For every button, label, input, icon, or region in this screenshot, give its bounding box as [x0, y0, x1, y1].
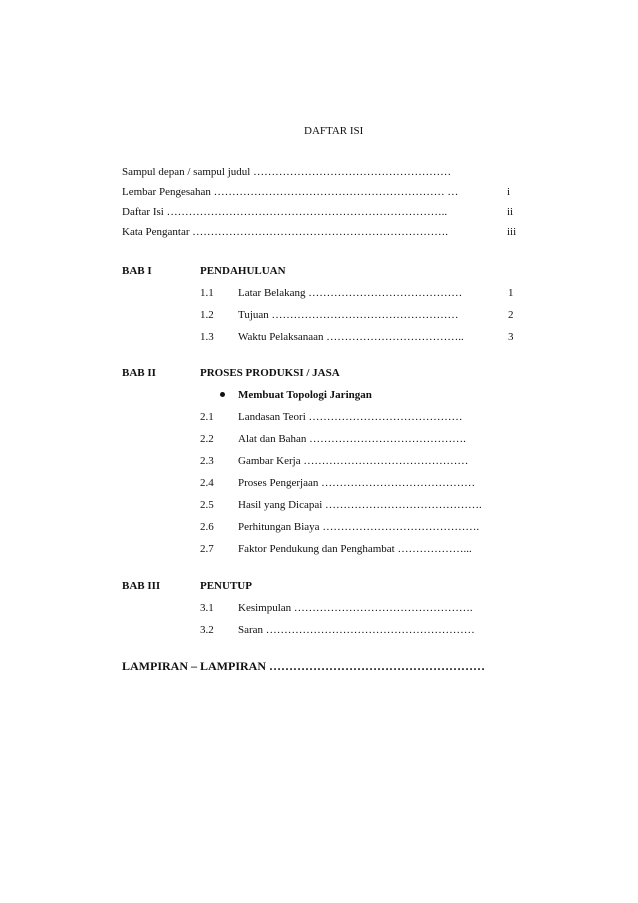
- toc-page-number: ii: [507, 206, 514, 218]
- section-number: 3.1: [200, 602, 214, 614]
- chapter-label: BAB III: [122, 580, 161, 592]
- toc-entry-daftar-isi: Daftar Isi …………………………………………………………………..: [122, 206, 448, 218]
- section-label: Hasil yang Dicapai …………………………………….: [238, 499, 482, 511]
- section-number: 2.3: [200, 455, 214, 467]
- section-label: Saran …………………………………………………: [238, 624, 475, 636]
- section-label: Alat dan Bahan …………………………………….: [238, 433, 466, 445]
- section-number: 2.2: [200, 433, 214, 445]
- section-label: Tujuan ……………………………………………: [238, 309, 459, 321]
- section-number: 2.1: [200, 411, 214, 423]
- section-number: 2.4: [200, 477, 214, 489]
- section-label: Faktor Pendukung dan Penghambat ………………...: [238, 543, 472, 555]
- toc-page-number: i: [507, 186, 511, 198]
- section-number: 2.5: [200, 499, 214, 511]
- page-title: DAFTAR ISI: [304, 125, 364, 137]
- toc-entry-kata-pengantar: Kata Pengantar …………………………………………………………….: [122, 226, 448, 238]
- section-label: Waktu Pelaksanaan ………………………………..: [238, 331, 464, 343]
- chapter-title: PROSES PRODUKSI / JASA: [200, 367, 340, 379]
- toc-page-number: iii: [507, 226, 517, 238]
- section-number: 1.3: [200, 331, 214, 343]
- toc-page-number: 1: [508, 287, 514, 299]
- toc-entry-lembar-pengesahan: Lembar Pengesahan ……………………………………………………… …: [122, 186, 459, 198]
- section-number: 1.2: [200, 309, 214, 321]
- sub-heading: Membuat Topologi Jaringan: [238, 389, 372, 401]
- section-number: 2.6: [200, 521, 214, 533]
- bullet-icon: [220, 392, 225, 397]
- toc-page-number: 3: [508, 331, 514, 343]
- appendix-entry: LAMPIRAN – LAMPIRAN ………………………………………………: [122, 659, 485, 673]
- section-label: Perhitungan Biaya …………………………………….: [238, 521, 480, 533]
- toc-page-number: 2: [508, 309, 514, 321]
- chapter-label: BAB II: [122, 367, 156, 379]
- toc-entry-sampul: Sampul depan / sampul judul ………………………………………………: [122, 166, 452, 178]
- section-label: Gambar Kerja ………………………………………: [238, 455, 469, 467]
- section-label: Landasan Teori ……………………………………: [238, 411, 463, 423]
- chapter-title: PENUTUP: [200, 580, 252, 592]
- section-number: 1.1: [200, 287, 214, 299]
- section-label: Kesimpulan ………………………………………….: [238, 602, 473, 614]
- section-number: 3.2: [200, 624, 214, 636]
- section-label: Proses Pengerjaan ……………………………………: [238, 477, 476, 489]
- chapter-title: PENDAHULUAN: [200, 265, 286, 277]
- section-label: Latar Belakang ……………………………………: [238, 287, 463, 299]
- section-number: 2.7: [200, 543, 214, 555]
- chapter-label: BAB I: [122, 265, 152, 277]
